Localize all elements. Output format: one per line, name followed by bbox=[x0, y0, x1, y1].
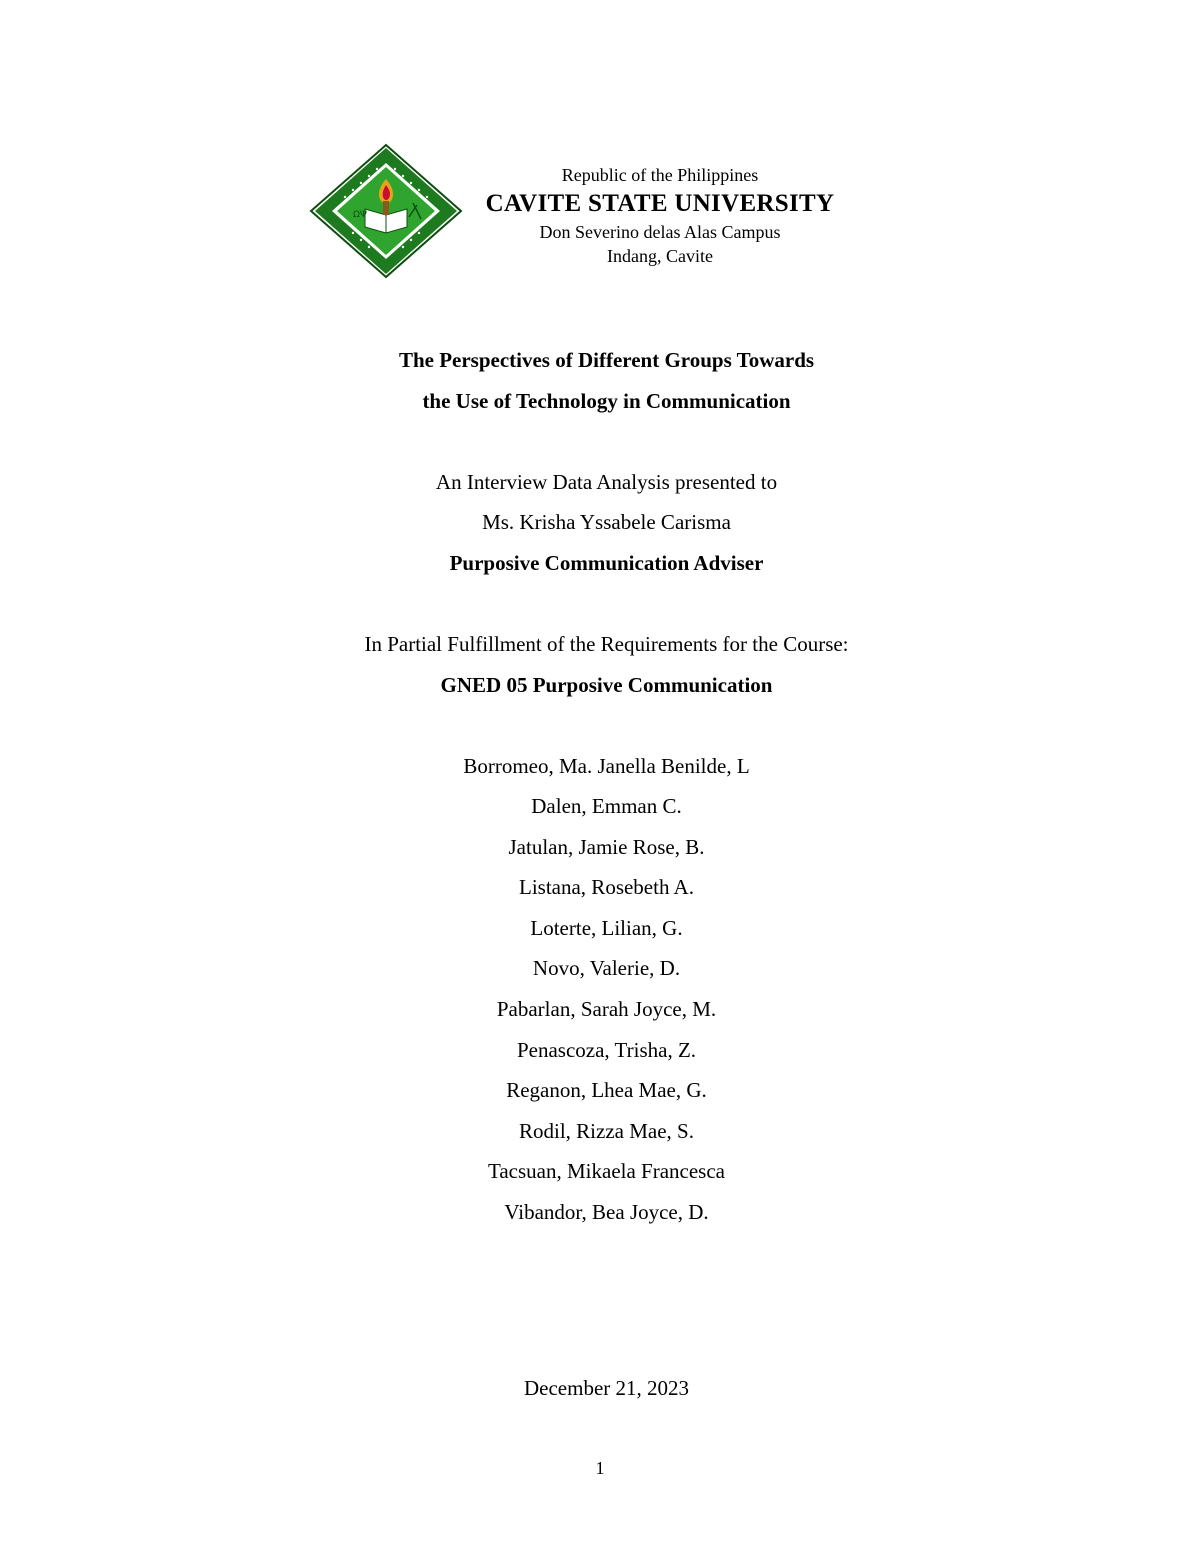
title-line-1: The Perspectives of Different Groups Towards bbox=[398, 348, 815, 372]
author-name: Pabarlan, Sarah Joyce, M. bbox=[496, 997, 717, 1021]
author-name: Borromeo, Ma. Janella Benilde, L bbox=[463, 754, 750, 778]
title-line-2: the Use of Technology in Communication bbox=[422, 389, 791, 413]
submission-date: December 21, 2023 bbox=[523, 1376, 690, 1400]
campus-location: Indang, Cavite bbox=[607, 246, 713, 266]
presentation-line: An Interview Data Analysis presented to bbox=[435, 470, 778, 494]
author-name: Rodil, Rizza Mae, S. bbox=[519, 1119, 694, 1143]
adviser-name: Ms. Krisha Yssabele Carisma bbox=[482, 510, 731, 534]
author-name: Tacsuan, Mikaela Francesca bbox=[488, 1159, 725, 1183]
page-number: 1 bbox=[595, 1458, 605, 1478]
course-name: GNED 05 Purposive Communication bbox=[440, 673, 773, 697]
campus-name: Don Severino delas Alas Campus bbox=[539, 222, 781, 242]
author-name: Jatulan, Jamie Rose, B. bbox=[508, 835, 705, 859]
adviser-role: Purposive Communication Adviser bbox=[449, 551, 764, 575]
university-seal-logo bbox=[309, 143, 463, 279]
author-name: Vibandor, Bea Joyce, D. bbox=[504, 1200, 709, 1224]
author-name: Penascoza, Trisha, Z. bbox=[516, 1038, 697, 1062]
author-name: Novo, Valerie, D. bbox=[532, 956, 681, 980]
author-name: Listana, Rosebeth A. bbox=[519, 875, 694, 899]
university-name: CAVITE STATE UNIVERSITY bbox=[485, 190, 835, 217]
author-name: Loterte, Lilian, G. bbox=[530, 916, 683, 940]
author-name: Dalen, Emman C. bbox=[531, 794, 682, 818]
svg-text:ΩΨ: ΩΨ bbox=[353, 210, 367, 220]
republic-line: Republic of the Philippines bbox=[561, 165, 759, 185]
fulfillment-line: In Partial Fulfillment of the Requirements for the Course: bbox=[364, 632, 849, 656]
author-name: Reganon, Lhea Mae, G. bbox=[506, 1078, 707, 1102]
institution-header bbox=[470, 162, 850, 268]
